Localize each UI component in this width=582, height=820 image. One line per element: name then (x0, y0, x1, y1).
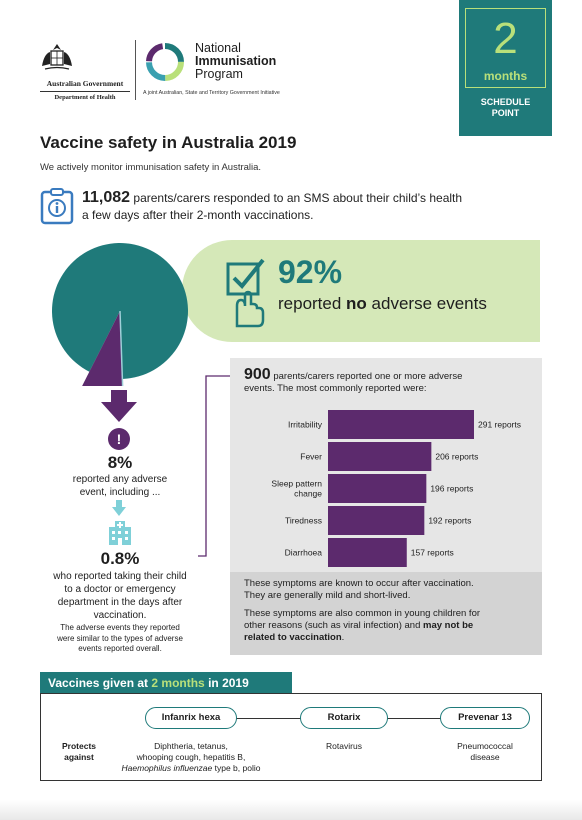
value-label: 291 reports (478, 419, 521, 430)
doctor-visit-text: who reported taking their child to a doctor or emergency department in the days after vaccination. (53, 571, 187, 621)
adverse-text: reported any adverse event, including ... (72, 474, 168, 498)
header-divider (135, 40, 136, 100)
protects-against-label: Protects against (61, 741, 96, 762)
adverse-note: The adverse events they reported were similar to the types of adverse events reported overall. (57, 623, 183, 653)
category-label: Diarrhoea (284, 547, 322, 558)
value-label: 206 reports (435, 451, 479, 462)
value-label: 196 reports (430, 483, 474, 494)
prevenar-diseases: Pneumococcal disease (457, 741, 513, 762)
gov-name: Australian Government (46, 79, 124, 88)
nip-ring-logo-icon (143, 40, 187, 84)
no-adverse-percent: 92% (278, 254, 343, 290)
sms-survey-text: 11,082 parents/carers responded to an SMS about their child’s health a few days after their 2-month vaccinations. (82, 189, 463, 222)
arrow-down-small-icon (112, 500, 126, 516)
vaccine-rotarix: Rotarix (300, 707, 388, 729)
schedule-point-badge (459, 0, 552, 136)
adverse-percent: 8% (107, 453, 133, 472)
no-adverse-text: reported no adverse events (278, 294, 487, 313)
department-name: Department of Health (40, 91, 130, 101)
vaccines-heading: Vaccines given at 2 months in 2019 (40, 672, 292, 694)
symptoms-note: These symptoms are known to occur after vaccination. They are generally mild and short-lived. These symptoms are also common in young children for other reasons (such as viral infection) and may not be related to vaccination. (230, 572, 542, 655)
rotarix-diseases: Rotavirus (326, 741, 362, 751)
adverse-events-pie (40, 236, 200, 386)
bar-irritability (328, 410, 474, 439)
page-bottom-shade (0, 800, 582, 820)
schedule-number: 2 (493, 14, 518, 63)
symptoms-bar-chart (232, 400, 540, 572)
schedule-box (465, 8, 546, 88)
checkbox-hand-icon (225, 258, 269, 328)
bar-tiredness (328, 506, 424, 535)
clipboard-info-icon (40, 187, 74, 225)
coat-of-arms-icon (40, 42, 74, 72)
category-label: Fever (300, 451, 322, 462)
value-label: 192 reports (428, 515, 472, 526)
doctor-visit-percent: 0.8% (100, 549, 140, 568)
nip-name: National Immunisation Program (195, 41, 277, 81)
category-label: Irritability (287, 419, 322, 430)
page-title: Vaccine safety in Australia 2019 (40, 133, 297, 152)
bar-diarrhoea (328, 538, 407, 567)
page-subtitle: We actively monitor immunisation safety in Australia. (40, 162, 262, 173)
vaccine-infanrix-hexa: Infanrix hexa (145, 707, 237, 729)
schedule-unit: months (483, 69, 528, 83)
bar-fever (328, 442, 431, 471)
australian-government-crest (40, 42, 130, 101)
vaccine-prevenar-13: Prevenar 13 (440, 707, 530, 729)
hospital-icon (107, 519, 133, 545)
category-label: Tiredness (284, 515, 322, 526)
symptoms-heading: 900 parents/carers reported one or more adverse events. The most commonly reported were: (244, 366, 463, 394)
category-label: Sleep pattern change (271, 478, 322, 499)
schedule-label: SCHEDULE POINT (480, 97, 531, 118)
arrow-down-icon (101, 390, 137, 422)
alert-icon: ! (108, 428, 130, 450)
nip-tagline: A joint Australian, State and Territory Government Initiative (143, 90, 280, 96)
bar-sleep-pattern-change (328, 474, 426, 503)
infanrix-diseases: Diphtheria, tetanus, whooping cough, hepatitis B, Haemophilus influenzae type b, polio (121, 741, 261, 773)
value-label: 157 reports (410, 547, 454, 558)
